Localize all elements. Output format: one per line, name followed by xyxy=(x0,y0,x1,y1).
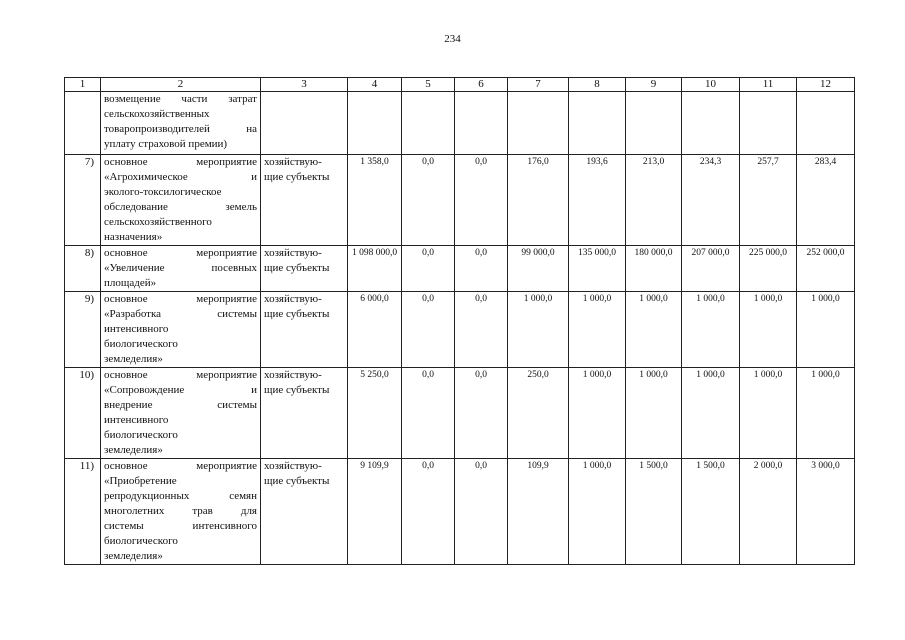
row-number: 10) xyxy=(65,368,101,459)
measure-name-line: обследование земель xyxy=(104,201,257,213)
value-cell xyxy=(508,92,569,155)
value-cell: 252 000,0 xyxy=(797,246,855,292)
table-row xyxy=(65,292,855,368)
measure-name-line: возмещение части затрат xyxy=(104,93,257,105)
column-header: 9 xyxy=(626,78,682,92)
measure-name-line: уплату страховой премии) xyxy=(104,138,228,150)
value-cell: 1 000,0 xyxy=(626,368,682,459)
measure-name-line: системы интенсивного xyxy=(104,520,257,532)
value-cell: 234,3 xyxy=(682,155,740,246)
value-cell: 135 000,0 xyxy=(569,246,626,292)
measure-name-line: основное мероприятие xyxy=(104,156,257,168)
value-cell xyxy=(455,92,508,155)
measure-name-line: основное мероприятие xyxy=(104,460,257,472)
executor xyxy=(261,292,348,368)
value-cell: 0,0 xyxy=(455,292,508,368)
measure-name-line: земледелия» xyxy=(104,353,163,365)
value-cell xyxy=(569,92,626,155)
value-cell: 0,0 xyxy=(455,155,508,246)
value-cell: 1 000,0 xyxy=(797,292,855,368)
value-cell: 180 000,0 xyxy=(626,246,682,292)
value-cell: 1 000,0 xyxy=(682,292,740,368)
measure-name xyxy=(101,92,261,155)
column-header: 5 xyxy=(402,78,455,92)
value-cell: 283,4 xyxy=(797,155,855,246)
value-cell: 1 000,0 xyxy=(569,459,626,565)
value-cell: 0,0 xyxy=(455,246,508,292)
measure-name-line: биологического xyxy=(104,338,178,350)
measure-name-line: сельскохозяйственных xyxy=(104,108,210,120)
executor-line: хозяйствую- xyxy=(264,369,322,381)
measure-name-line: внедрение системы xyxy=(104,399,257,411)
measure-name xyxy=(101,155,261,246)
column-header: 4 xyxy=(348,78,402,92)
value-cell xyxy=(626,92,682,155)
value-cell: 250,0 xyxy=(508,368,569,459)
measure-name-line: сельскохозяйственного xyxy=(104,216,212,228)
measure-name-line: «Увеличение посевных xyxy=(104,262,257,274)
value-cell: 257,7 xyxy=(740,155,797,246)
value-cell: 6 000,0 xyxy=(348,292,402,368)
table-row xyxy=(65,368,855,459)
executor-line: щие субъекты xyxy=(264,384,330,396)
value-cell: 1 000,0 xyxy=(569,292,626,368)
executor xyxy=(261,368,348,459)
executor xyxy=(261,459,348,565)
value-cell: 0,0 xyxy=(455,459,508,565)
row-number: 7) xyxy=(65,155,101,246)
measure-name-line: биологического xyxy=(104,429,178,441)
measure-name-line: интенсивного xyxy=(104,414,169,426)
table-row xyxy=(65,459,855,565)
value-cell xyxy=(402,92,455,155)
executor-line: щие субъекты xyxy=(264,262,330,274)
measure-name-line: репродукционных семян xyxy=(104,490,257,502)
column-header: 12 xyxy=(797,78,855,92)
measure-name-line: основное мероприятие xyxy=(104,369,257,381)
measure-name-line: биологического xyxy=(104,535,178,547)
value-cell: 99 000,0 xyxy=(508,246,569,292)
value-cell: 5 250,0 xyxy=(348,368,402,459)
value-cell: 1 098 000,0 xyxy=(348,246,402,292)
value-cell: 1 500,0 xyxy=(682,459,740,565)
measure-name-line: «Приобретение xyxy=(104,475,177,487)
row-number: 11) xyxy=(65,459,101,565)
value-cell xyxy=(740,92,797,155)
value-cell: 0,0 xyxy=(402,459,455,565)
executor-line: хозяйствую- xyxy=(264,293,322,305)
measure-name-line: многолетних трав для xyxy=(104,505,257,517)
page-number: 234 xyxy=(444,33,461,45)
value-cell: 2 000,0 xyxy=(740,459,797,565)
value-cell: 1 000,0 xyxy=(626,292,682,368)
measure-name-line: интенсивного xyxy=(104,323,169,335)
value-cell: 193,6 xyxy=(569,155,626,246)
column-header: 10 xyxy=(682,78,740,92)
value-cell xyxy=(348,92,402,155)
executor xyxy=(261,92,348,155)
value-cell: 0,0 xyxy=(402,155,455,246)
value-cell: 1 000,0 xyxy=(740,292,797,368)
measure-name-line: эколого-токсилогическое xyxy=(104,186,222,198)
measure-name-line: назначения» xyxy=(104,231,163,243)
value-cell xyxy=(797,92,855,155)
measure-name xyxy=(101,246,261,292)
executor-line: щие субъекты xyxy=(264,475,330,487)
table-row xyxy=(65,155,855,246)
measure-name xyxy=(101,368,261,459)
executor xyxy=(261,155,348,246)
measure-name-line: земледелия» xyxy=(104,444,163,456)
value-cell: 3 000,0 xyxy=(797,459,855,565)
executor xyxy=(261,246,348,292)
value-cell: 0,0 xyxy=(402,368,455,459)
value-cell: 1 000,0 xyxy=(682,368,740,459)
program-table xyxy=(64,77,855,565)
value-cell: 0,0 xyxy=(402,292,455,368)
measure-name-line: площадей» xyxy=(104,277,157,289)
executor-line: хозяйствую- xyxy=(264,247,322,259)
value-cell: 1 358,0 xyxy=(348,155,402,246)
value-cell: 1 000,0 xyxy=(569,368,626,459)
value-cell: 0,0 xyxy=(455,368,508,459)
executor-line: хозяйствую- xyxy=(264,460,322,472)
measure-name xyxy=(101,459,261,565)
value-cell: 1 000,0 xyxy=(508,292,569,368)
value-cell: 176,0 xyxy=(508,155,569,246)
measure-name-line: товаропроизводителей на xyxy=(104,123,257,135)
measure-name-line: «Сопровождение и xyxy=(104,384,257,396)
column-header: 7 xyxy=(508,78,569,92)
value-cell: 9 109,9 xyxy=(348,459,402,565)
executor-line: хозяйствую- xyxy=(264,156,322,168)
value-cell: 225 000,0 xyxy=(740,246,797,292)
value-cell: 207 000,0 xyxy=(682,246,740,292)
measure-name-line: земледелия» xyxy=(104,550,163,562)
value-cell: 213,0 xyxy=(626,155,682,246)
measure-name-line: основное мероприятие xyxy=(104,247,257,259)
executor-line: щие субъекты xyxy=(264,171,330,183)
row-number: 8) xyxy=(65,246,101,292)
measure-name xyxy=(101,292,261,368)
value-cell: 1 000,0 xyxy=(740,368,797,459)
value-cell: 1 500,0 xyxy=(626,459,682,565)
row-number: 9) xyxy=(65,292,101,368)
executor-line: щие субъекты xyxy=(264,308,330,320)
column-header: 3 xyxy=(261,78,348,92)
measure-name-line: основное мероприятие xyxy=(104,293,257,305)
table-row xyxy=(65,92,855,155)
table-row xyxy=(65,246,855,292)
measure-name-line: «Агрохимическое и xyxy=(104,171,257,183)
header-row xyxy=(65,78,855,92)
value-cell: 0,0 xyxy=(402,246,455,292)
value-cell xyxy=(682,92,740,155)
value-cell: 1 000,0 xyxy=(797,368,855,459)
row-number xyxy=(65,92,101,155)
column-header: 11 xyxy=(740,78,797,92)
column-header: 2 xyxy=(101,78,261,92)
column-header: 8 xyxy=(569,78,626,92)
measure-name-line: «Разработка системы xyxy=(104,308,257,320)
column-header: 6 xyxy=(455,78,508,92)
value-cell: 109,9 xyxy=(508,459,569,565)
column-header: 1 xyxy=(65,78,101,92)
